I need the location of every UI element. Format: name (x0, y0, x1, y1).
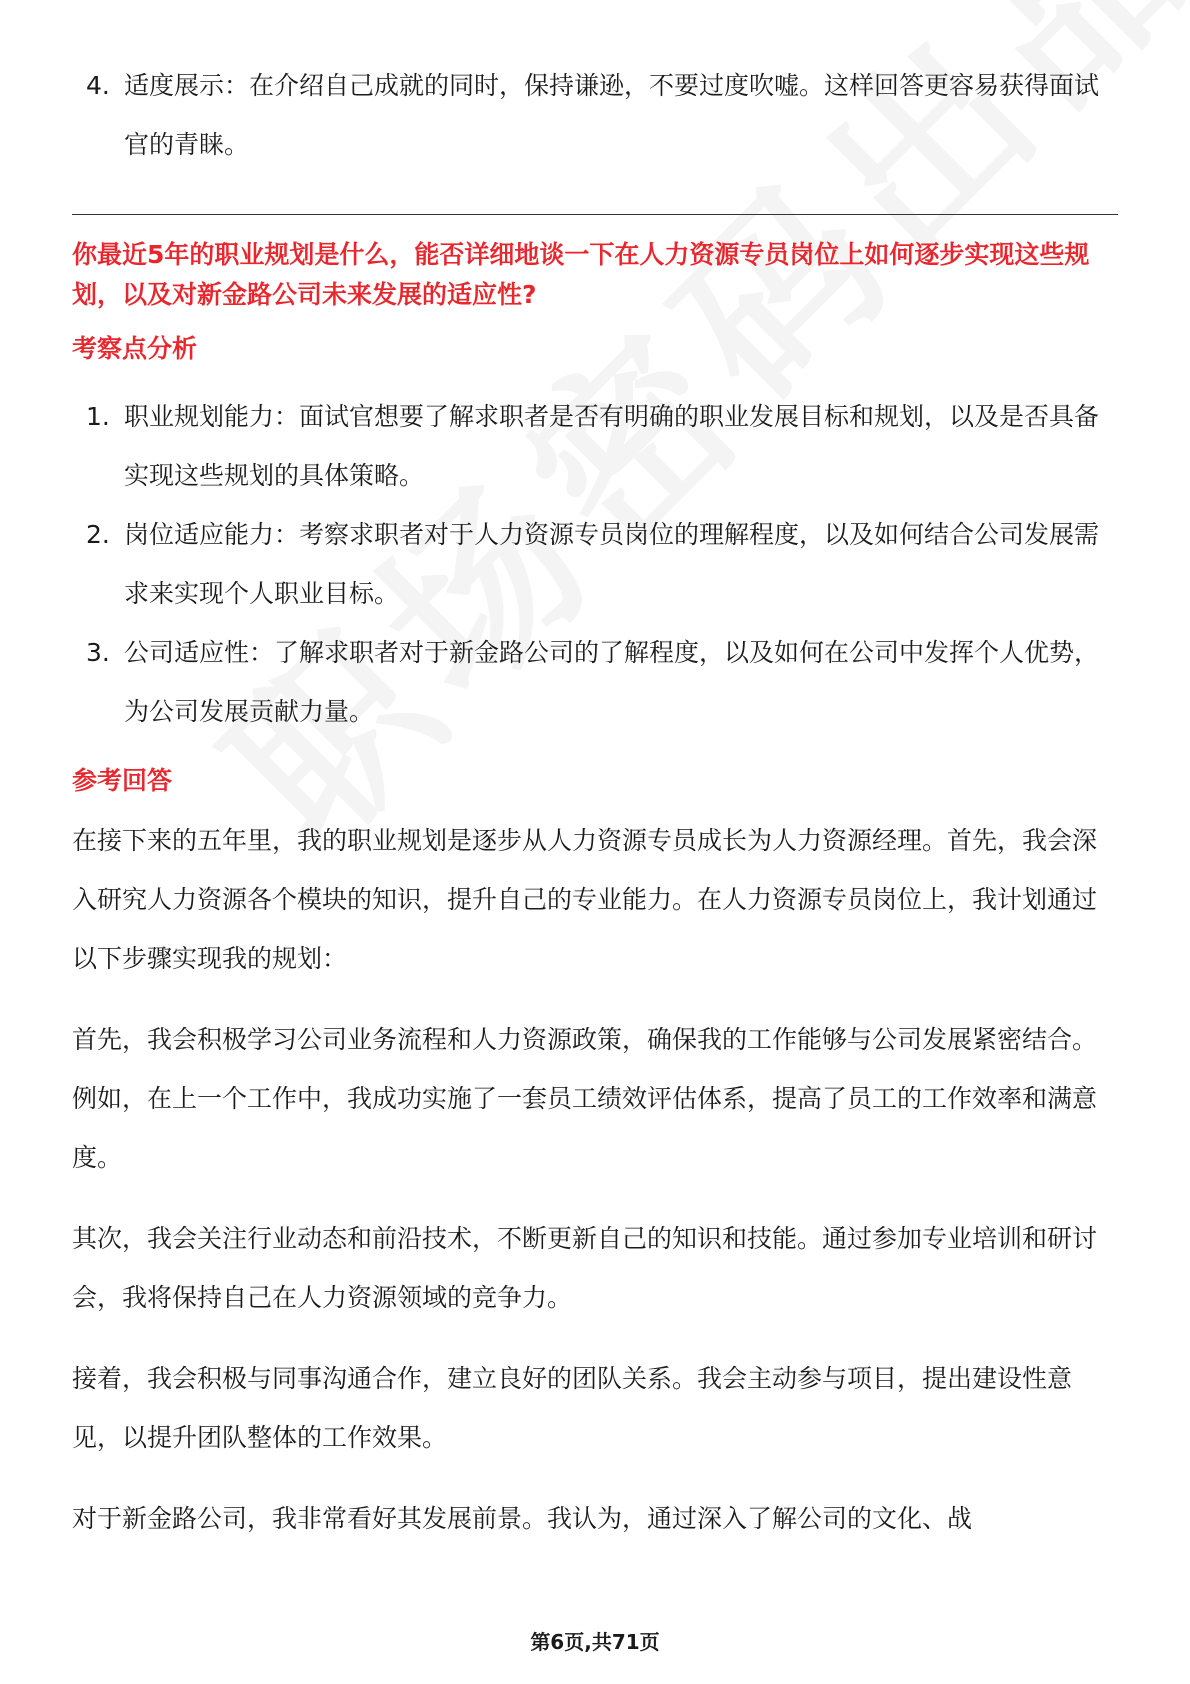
answer-paragraph: 接着，我会积极与同事沟通合作，建立良好的团队关系。我会主动参与项目，提出建设性意见，以提升团队整体的工作效果。 (72, 1364, 1073, 1452)
answer-paragraph: 首先，我会积极学习公司业务流程和人力资源政策，确保我的工作能够与公司发展紧密结合。例如，在上一个工作中，我成功实施了一套员工绩效评估体系，提高了员工的工作效率和满意度。 (72, 1025, 1098, 1172)
answer-heading: 参考回答 (72, 766, 173, 795)
list-item (72, 623, 1118, 741)
list-text: 职业规划能力：面试官想要了解求职者是否有明确的职业发展目标和规划，以及是否具备实现这些规划的具体策略。 (124, 402, 1100, 490)
list-text: 公司适应性：了解求职者对于新金路公司的了解程度，以及如何在公司中发挥个人优势，为公司发展贡献力量。 (124, 638, 1100, 726)
analysis-heading: 考察点分析 (72, 334, 198, 363)
list-text: 适度展示：在介绍自己成就的同时，保持谦逊，不要过度吹嘘。这样回答更容易获得面试官的青睐。 (124, 71, 1100, 159)
section-divider (72, 214, 1118, 215)
list-number: 4. (86, 71, 110, 100)
page-footer: 第6页,共71页 (530, 1630, 660, 1654)
list-item (72, 387, 1118, 505)
analysis-list (72, 387, 1118, 741)
answer-body (72, 811, 1118, 1548)
list-number: 3. (86, 638, 110, 667)
list-item (72, 505, 1118, 623)
answer-paragraph: 对于新金路公司，我非常看好其发展前景。我认为，通过深入了解公司的文化、战 (72, 1504, 973, 1533)
list-text: 岗位适应能力：考察求职者对于人力资源专员岗位的理解程度，以及如何结合公司发展需求来实现个人职业目标。 (124, 520, 1100, 608)
answer-paragraph: 其次，我会关注行业动态和前沿技术，不断更新自己的知识和技能。通过参加专业培训和研讨会，我将保持自己在人力资源领域的竞争力。 (72, 1224, 1098, 1312)
interview-question: 你最近5年的职业规划是什么，能否详细地谈一下在人力资源专员岗位上如何逐步实现这些规划，以及对新金路公司未来发展的适应性? (72, 240, 1090, 309)
page-content (72, 56, 1118, 1548)
list-item (72, 56, 1118, 174)
continued-list (72, 56, 1118, 174)
list-number: 2. (86, 520, 110, 549)
list-number: 1. (86, 402, 110, 431)
answer-paragraph: 在接下来的五年里，我的职业规划是逐步从人力资源专员成长为人力资源经理。首先，我会深入研究人力资源各个模块的知识，提升自己的专业能力。在人力资源专员岗位上，我计划通过以下步骤实现我的规划： (72, 826, 1098, 973)
